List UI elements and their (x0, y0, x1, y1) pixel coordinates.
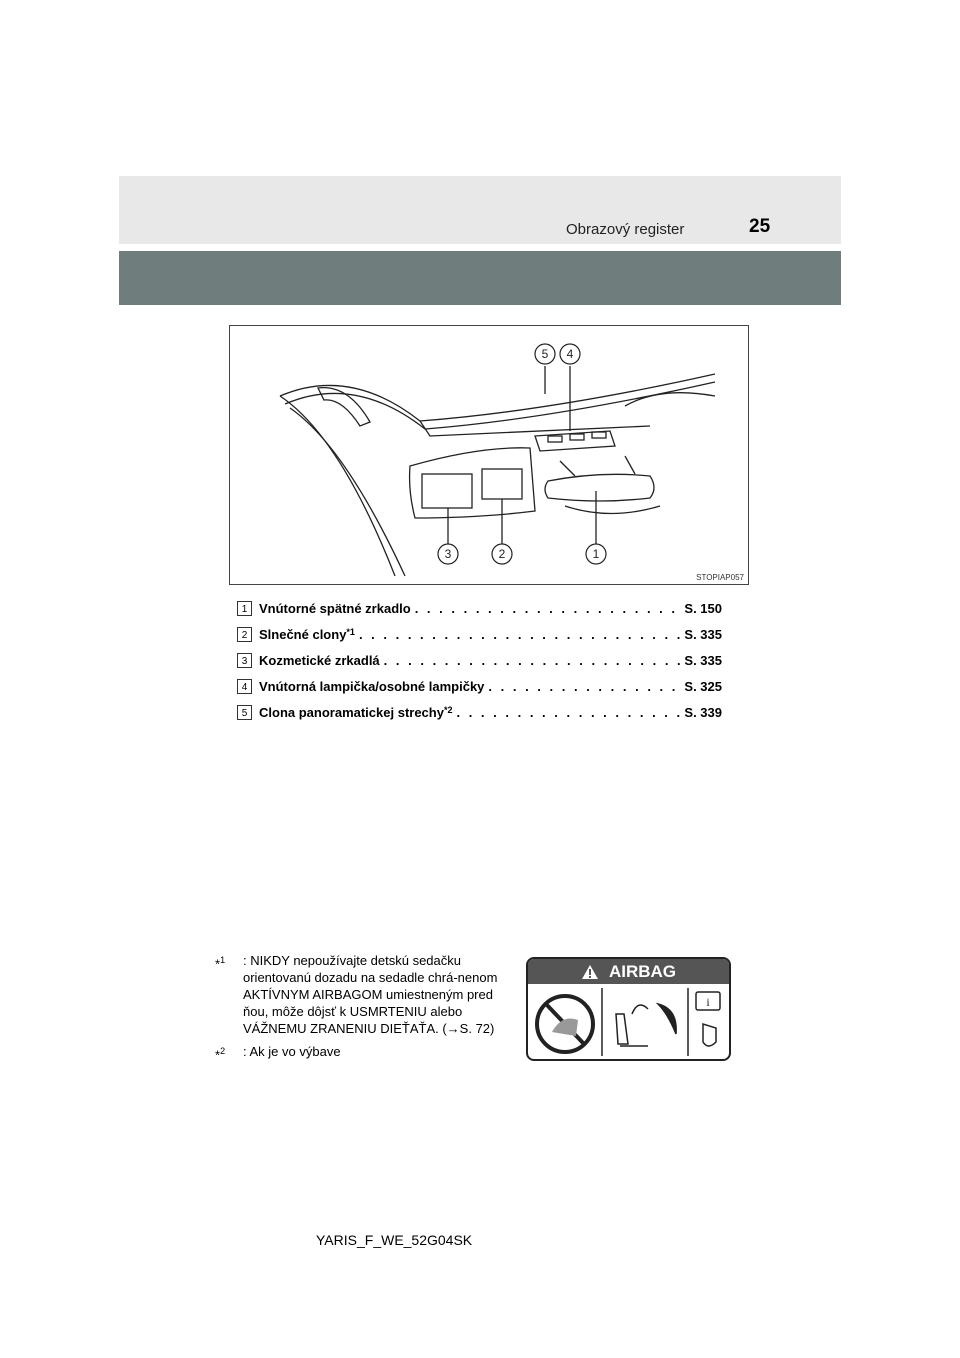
item-number: 1 (237, 601, 252, 616)
item-label: Vnútorná lampička/osobné lampičky (259, 679, 485, 694)
list-item (237, 679, 722, 705)
footnote-mark: *$^2$ (215, 1046, 226, 1063)
airbag-warning-label (526, 957, 731, 1061)
header-band (119, 176, 841, 244)
item-number: 4 (237, 679, 252, 694)
page-reference[interactable]: S. 335 (684, 653, 722, 668)
section-title: Obrazový register (566, 221, 685, 238)
list-item (237, 705, 722, 731)
footnote (215, 1043, 505, 1063)
overhead-console-drawing (230, 326, 748, 584)
interior-illustration (229, 325, 749, 585)
document-code: YARIS_F_WE_52G04SK (316, 1232, 473, 1248)
item-label: Vnútorné spätné zrkadlo (259, 601, 411, 616)
page-reference[interactable]: S. 150 (684, 601, 722, 616)
footnote-text: : Ak je vo výbave (243, 1044, 341, 1059)
callout-5-label: 5 (541, 347, 549, 361)
svg-text:i: i (706, 995, 710, 1009)
list-item (237, 653, 722, 679)
footnote-marker: *2 (443, 705, 453, 715)
item-label: Slnečné clony (259, 627, 347, 642)
item-number: 3 (237, 653, 252, 668)
footnote-marker: *1 (346, 627, 355, 637)
figure-code: STOPIAP057 (696, 573, 744, 582)
item-label: Kozmetické zrkadlá (259, 653, 380, 668)
callout-3-label: 3 (444, 547, 452, 561)
airbag-pictograms (528, 984, 729, 1059)
callout-1-label: 1 (592, 547, 600, 561)
list-item (237, 601, 722, 627)
warning-triangle-icon (581, 964, 599, 980)
item-number: 5 (237, 705, 252, 720)
page-number: 25 (749, 216, 771, 237)
footnote-mark: *$^1$ (215, 955, 226, 972)
list-item (237, 627, 722, 653)
page-reference[interactable]: S. 325 (684, 679, 722, 694)
footnote-text: : NIKDY nepoužívajte detskú sedačku orientovanú dozadu na sedadle chrá-nenom AKTÍVNYM AIRBAGOM umiestneným pred ňou, môže dôjsť k USMRTENIU alebo VÁŽNEMU ZRANENIU DIEŤAŤA. (→S. 72) (243, 953, 498, 1036)
item-label: Clona panoramatickej strechy (259, 705, 444, 720)
airbag-title: AIRBAG (608, 961, 677, 981)
section-band (119, 251, 841, 305)
callout-4-label: 4 (566, 347, 574, 361)
footnote (215, 952, 505, 1037)
item-number: 2 (237, 627, 252, 642)
page-reference[interactable]: S. 335 (684, 627, 722, 642)
callout-2-label: 2 (498, 547, 506, 561)
item-list (237, 601, 722, 731)
page-reference[interactable]: S. 339 (684, 705, 722, 720)
footnotes (215, 952, 505, 1066)
